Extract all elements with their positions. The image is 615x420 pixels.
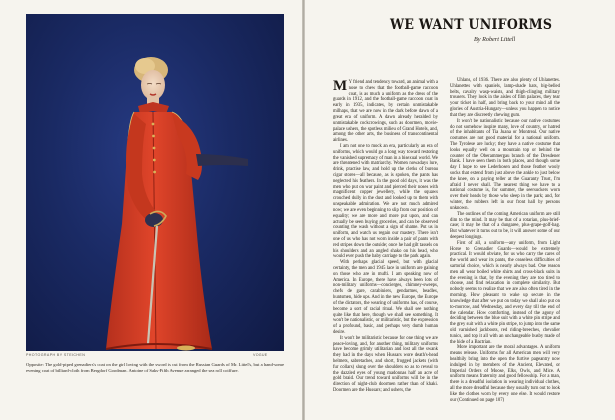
article-headline: WE WANT UNIFORMS (390, 17, 553, 33)
publication-credit: VOGUE (253, 353, 268, 357)
article-paragraph: Uhlans, of 1936. There are also plenty of Uhlanettes. Uhlanettes with spaniels, lamp-shade hats, big-belled belts, cavalry wasp-waists, and thigh-clinging military trousers. They look in the aisles of film palaces, they tear your ticket in half, and bring back to your mind all the glories of Austria-Hungary—unless you happen to notice that they are discreetly chewing gum. (450, 78, 560, 118)
photo-caption: Opposite: The gold-piped grenadiers's coat on the girl loving with the sword is cut from the Russian Guards of Mr. Littel's, but a hand-some evening coat of billiard-cloth from Bergdorf Goodman. Antoine of Saks-Fifth Avenue arranged the sea roll coiffure. (26, 362, 284, 373)
woman-in-red-coat-illustration (26, 14, 284, 351)
paragraph-text: Y friend and tendency toward, an animal with a nose to chew that the football-game raccoon coat, is as much a uniform as the dress of the guards in 1912, and the football-game raccoon coat in early in 1935, indicates, by certain unmistakable milhaps, that we are now in the dark before dawn of a great era of uniform. A dawn already heralded by unmistakable cockcrowings, such as doormen, movie-palace ushers, the spotless milieu of Grand Hotels, and, among the other arts, the business of transcontinental airlines. (333, 80, 438, 144)
article-paragraph: It won't be militaristic because for one thing we are peace-loving, and, for another thing, military uniforms have become grimly utilitarian and lost all the swank they had in the days when Hussars wore death's-head helmets, sabretaches, and short, frogged jackets (with fur collars) slung over the shoulders so as to reveal to the dazzled eyes of young madonnas half an acre of gold braid. Our trend toward uniforms will be in the direction of night-club doormen rather than of khaki. Doormen are the Hussars; and ushers, the (333, 335, 438, 394)
article-paragraph: With perhaps glacial speed, but with glacial certainty, the men and 1945 lace in uniform are gaining on those who are in mufti. I am speaking now of America. In Europe, there have always been lots of non-military uniforms—concierges, chimney-sweeps, chefs de gare, carabiniers, gendarmes, beadles, huntsmen, hide ups. And in the new Europe, the Europe of the dictators, the wearing of uniforms has, of course, become a sort of racial ritual. We shall see nothing quite like that here, though we shall see something. It won't be nationalistic, or militaristic, but the expression of a profound, basic, and perhaps very dumb human desire. (333, 260, 438, 335)
article-paragraph: First of all, a uniform—any uniform, from Light Horse to Grenadier Guards—would be extremely practical. It would obviate, for us who carry the cares of the world and wear its pants, the ceaseless difficulties of sartorial choice, which is nearly always bad. One reason men all wear boiled white shirts and cross-black suits in the evening is that, by the evening they are too tired to choose, and find relaxation in complete similarity. But nobody seems to realize that we are also often tired in the morning. How pleasant to wake up secure in the knowledge that after we put on today we shall also put on to-morrow, and Wednesday, and every day till the end of the calendar. How comforting, instead of the agony of deciding between the blue suit with a white pin stripe and the grey suit with a white pin stripe, to jump into the same old varnished jackboots, red riding-breeches, chevalier tunics, and top it all with an unchangeable busby made of the hide of a Bactrian. (450, 240, 560, 345)
article-paragraph: I am not one to mock an era, particularly an era of uniforms, which would go a long way toward restoring the vanished supremacy of man in a bisexual world. We are threatened with matriarchy. Women nowadays lure, drink, practise law, and hold up the clerks of bureau cigar stores—all because, as is spoken, the pants has neglected his feathers. In the good old days, it was the men who put on war paint and pierced their noses with magnificent copper jewellery, while the squaws crouched dully in the dust and looked up to them with unspeakable admiration. We are not much admired now; we are even beginning to slip from our position of equality; we are more and more put upon, and can actually be seen buying groceries, and can be observed counting the wash without a sign of shame. Put us in uniform, and watch us regain our mastery. There isn't one of us who has not worn inside a pair of pants with red stripes down the outside; once he had gilt tassels on his shoulders and an angled shako on his head, who would ever push the baby carriage to the park again. (333, 143, 438, 260)
article-paragraph: The outlines of the coming American uniform are still dim to the mind. It may be that of a rotarian, plus-brief-case; it may be that of a dungaree, plus-grape-golf-bag. But whatever it turns out to be, it will answer some of our deepest longings. (450, 211, 560, 240)
fashion-photograph (26, 14, 284, 351)
article-paragraph: More important are the moral advantages. A uniform means release. Uniforms for all American men will very healthily bring into the open the furtive pageantry now indulged in by members of the Ancient, Elevated, or Imperial Orders of Moose, Elks, Owls, and Mice. A uniform means fraternity and good fellowship. For a man, there is a dreadful isolation in wearing individual clothes, all the more dreadful because they usually turn out to look like the clothes worn by every one else. It would restore our (Continued on page 107) (450, 345, 560, 403)
left-page (0, 0, 302, 420)
article-paragraph (333, 80, 438, 144)
article-column-2 (450, 78, 560, 404)
article-paragraph: It won't be nationalistic because our native costumes do not somehow inspire many, love of country, or hatred of the inhabitants of Tia Juana or Montreal. Our native costumes are not good material for a national uniform. The Tyrolese are lucky; they have a native costume that looks equally well on a mountain top or behind the counter of the Oberammergau branch of the Dresdener Bank. I have seen them in both places, and though some day I hope to see Lederhosen and those feather wooly socks that extend from just above the ankle to just below the knee, on a paying teller at the Guaranty Trust, I'm afraid I never shall. The nearest thing we have to a national costume is, for summer, the seersuckers worn over their heads by those who sleep in the park; and, for winter, the rubbers left in our front hall by persons unknown. (450, 118, 560, 211)
article-column-1 (333, 80, 438, 394)
article-byline: By Robert Littell (474, 36, 516, 43)
drop-cap: M (333, 78, 348, 94)
photo-credit: PHOTOGRAPH BY STEICHEN (26, 353, 86, 357)
